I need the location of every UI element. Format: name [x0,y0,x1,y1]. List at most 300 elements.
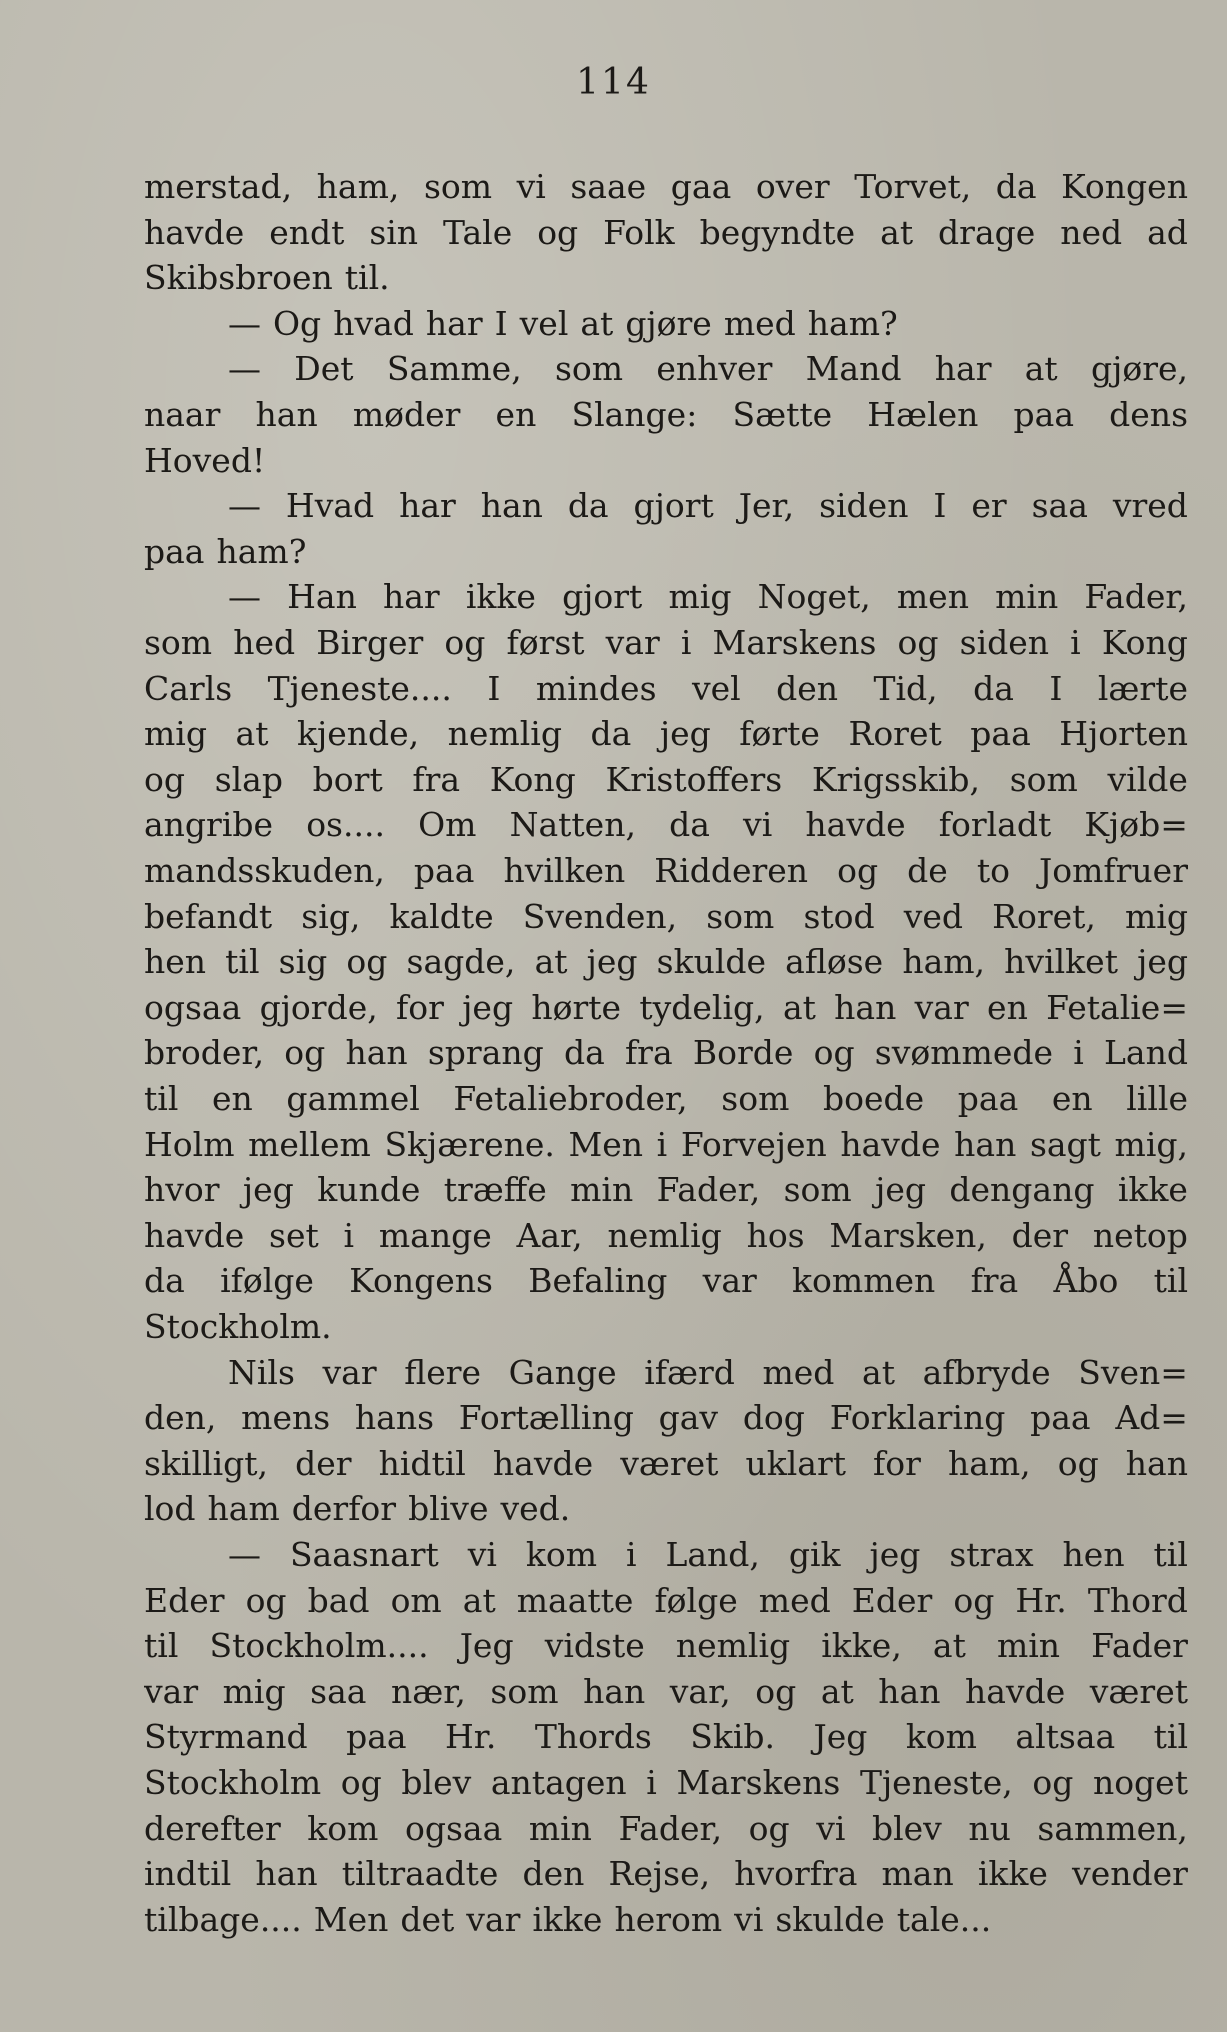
text-line [144,483,1188,529]
word: Hælen [867,395,979,434]
text-line [144,1395,1188,1441]
page-number: 114 [576,62,651,103]
text-line [144,1304,1188,1350]
word: som [423,167,493,206]
word: Tid, [873,668,938,708]
text-line [144,392,1188,438]
word: min [570,1170,634,1210]
word: har [399,486,456,526]
word: gammel [286,1079,420,1118]
word: Birger [316,623,424,662]
word: kommen [792,1261,936,1301]
word: hen [144,942,207,982]
word: siden [959,623,1050,662]
word: en [211,1079,253,1118]
word: siden [819,486,909,526]
word: mandsskuden, [144,851,385,890]
text-line [144,1623,1188,1669]
word: da [563,1033,605,1073]
word: som [554,349,624,389]
word: træffe [443,1170,547,1210]
word: hidtil [378,1443,466,1483]
word: da [669,805,710,845]
word: Tale [443,212,513,252]
word: ifølge [220,1261,314,1301]
word: har [383,577,440,617]
word: afbryde [922,1352,1051,1392]
word: Skibsbroen [144,258,333,298]
word: Fader, [656,1170,761,1210]
word: i [646,1763,657,1802]
word: ikke [465,577,536,617]
word: angribe [144,805,274,845]
word: Kristoffers [605,759,783,799]
word: mens [241,1398,331,1438]
word: kom [905,1717,977,1757]
word: dog [742,1398,805,1438]
text-line [144,1760,1188,1806]
word: han [1125,1443,1188,1483]
word: paa [957,1079,1019,1118]
word: paa [144,531,205,571]
word: Hjorten [1059,714,1188,754]
word: vender [1072,1854,1188,1894]
word: min [995,577,1059,617]
word: i [1070,623,1081,662]
word: ham, [316,167,400,206]
word: til [144,1079,179,1118]
word: der [295,1443,352,1483]
word: Carls [144,668,233,708]
text-line [144,438,1188,484]
word: Samme, [386,349,522,389]
word: at [880,212,914,252]
word: har [934,349,992,389]
word: Kong [489,759,576,799]
word: drage [938,212,1036,252]
word: Fader [1091,1626,1188,1666]
word: Holm [144,1124,235,1164]
word: saa [310,1671,367,1711]
word: endt [269,212,345,252]
text-line [144,301,1188,347]
word: Fortælling [458,1398,634,1438]
word: Svenden, [522,896,678,936]
word: Eder [851,1580,933,1620]
word: og [1057,1443,1099,1483]
word: ham? [216,531,307,571]
word: min [996,1626,1061,1666]
word: og [340,1763,382,1802]
text-line [144,1851,1188,1897]
word: med [723,303,796,343]
word: og [897,623,939,662]
word: netop [1092,1215,1188,1255]
word: — [228,1535,261,1574]
word: Stockholm [144,1763,322,1802]
word: og [346,942,388,982]
word: Torvet, [854,167,972,206]
word: ham [207,1489,280,1529]
word: merstad, [144,167,293,206]
word: blev [871,1808,942,1848]
text-line [144,1532,1188,1578]
word: Thord [1087,1580,1188,1620]
word: Slange: [571,395,698,434]
text-line [144,346,1188,392]
word: at [782,987,816,1027]
word: derfor [291,1489,397,1529]
word: den [522,1854,585,1894]
word: blive [408,1489,489,1529]
word: nemlig [447,714,562,754]
word: to [976,851,1010,890]
word: forladt [938,805,1052,845]
word: paa [970,714,1031,754]
word: ikke [977,1854,1048,1894]
word: slap [214,759,283,799]
word: som [706,896,775,936]
word: var [466,1899,521,1939]
word: jeg [659,714,711,754]
word: hans [354,1398,435,1438]
text-line [144,164,1188,210]
word: var [322,1352,377,1392]
word: i [1073,1033,1084,1073]
word: til [1153,1717,1188,1757]
text-line [144,985,1188,1031]
word: sagt [1029,1124,1101,1164]
word: Saasnart [289,1535,439,1574]
word: og [953,1580,995,1620]
word: Land [1103,1033,1188,1073]
text-line [144,1167,1188,1213]
word: I [494,303,508,343]
word: Tjeneste, [859,1763,1013,1802]
word: tydelig, [639,987,765,1027]
body-text [144,164,1188,1954]
word: ikke [532,1899,603,1939]
word: saa [1031,486,1088,526]
text-line [144,1714,1188,1760]
word: Roret, [992,896,1096,936]
word: vilde [1107,759,1188,799]
word: Sven= [1078,1352,1188,1392]
word: ham, [902,942,986,982]
word: og [284,1033,326,1073]
word: gjøre, [1090,349,1188,389]
word: bad [307,1580,370,1620]
word: Om [418,805,477,845]
word: Kjøb= [1084,805,1188,845]
word: til [1153,1261,1188,1301]
word: at [580,303,614,343]
word: hvad [333,303,414,343]
word: ham? [807,303,898,343]
word: og [748,1808,790,1848]
word: sammen, [1037,1808,1188,1848]
word: møder [352,395,461,434]
word: i [625,1535,637,1574]
word: han [255,1854,318,1894]
word: nemlig [607,1215,722,1255]
word: var [914,987,969,1027]
word: fra [970,1261,1019,1301]
word: Forvejen [680,1124,827,1164]
word: han [878,1671,941,1711]
word: vi [516,167,546,206]
text-line [144,1213,1188,1259]
word: været [1089,1671,1188,1711]
word: da [590,714,632,754]
word: sagde, [406,942,516,982]
word: at [235,714,269,754]
word: flere [404,1352,482,1392]
word: I [1049,668,1063,708]
word: kaldte [389,896,494,936]
word: ham, [947,1443,1031,1483]
word: Eder [144,1580,225,1620]
word: tiltraadte [341,1854,499,1894]
word: som [1009,759,1078,799]
text-line [144,1897,1188,1943]
word: paa [1013,395,1075,434]
word: Jomfruer [1039,851,1188,890]
text-line [144,666,1188,712]
word: Han [287,577,357,617]
word: mig [144,714,207,754]
word: vel [519,303,569,343]
word: Styrmand [144,1717,308,1757]
word: indtil [144,1854,232,1894]
word: Thords [534,1717,652,1757]
word: Kong [1101,623,1188,662]
word: stod [803,896,875,936]
text-line [144,255,1188,301]
word: og [144,759,185,799]
word: Sætte [732,395,833,434]
word: fra [412,759,461,799]
word: om [390,1580,442,1620]
text-line [144,757,1188,803]
word: Hr. [445,1717,497,1757]
word: følge [654,1580,738,1620]
word: — [228,349,261,389]
word: gjort [633,486,714,526]
word: at [820,1671,854,1711]
word: den, [144,1398,217,1438]
word: Kongens [349,1261,493,1301]
text-line [144,1669,1188,1715]
word: skulde [656,942,767,982]
word: skulde [775,1899,885,1939]
word: Det [294,349,354,389]
word: og [813,1033,855,1073]
text-line [144,894,1188,940]
word: Land, [665,1535,760,1574]
text-line [144,939,1188,985]
text-line [144,1350,1188,1396]
word: han [834,987,897,1027]
word: Jeg [459,1626,514,1666]
word: jeg [586,942,638,982]
word: med [762,1352,835,1392]
word: jeg [869,1535,921,1574]
word: mange [378,1215,492,1255]
word: sprang [427,1033,544,1073]
word: da [973,668,1014,708]
word: gjøre [625,303,712,343]
word: førte [739,714,820,754]
word: dens [1109,395,1188,434]
word: som [721,1079,790,1118]
word: mig, [1114,1124,1188,1164]
word: herom [614,1899,723,1939]
word: de [907,851,948,890]
word: svømmede [874,1033,1054,1073]
word: en [495,395,537,434]
word: Og [273,303,322,343]
word: ad [1147,212,1188,252]
word: Rejse, [608,1854,711,1894]
word: sig [278,942,328,982]
word: gjorde, [259,987,378,1027]
word: til [1153,1535,1188,1574]
text-line [144,620,1188,666]
word: i [656,1124,668,1164]
word: den [776,668,839,708]
word: befandt [144,896,273,936]
word: os.... [306,805,385,845]
word: Stockholm.... [209,1626,429,1666]
word: Tjeneste.... [267,668,452,708]
text-line [144,1806,1188,1852]
word: nemlig [675,1626,791,1666]
word: og [755,1671,797,1711]
word: han [345,1033,408,1073]
word: lille [1126,1079,1188,1118]
word: vi [743,805,773,845]
word: mellem [248,1124,371,1164]
word: altsaa [1015,1717,1116,1757]
word: — [228,303,261,343]
word: til. [344,258,390,298]
word: til [225,942,260,982]
word: begyndte [699,212,856,252]
word: Krigsskib, [811,759,981,799]
word: lod [144,1489,196,1529]
word: hvilket [1004,942,1118,982]
word: havde [492,1443,594,1483]
word: hen [1062,1535,1125,1574]
word: boede [822,1079,925,1118]
word: Jeg [813,1717,868,1757]
word: tilbage.... [144,1899,302,1939]
word: Fader, [1084,577,1188,617]
word: hørte [531,987,622,1027]
word: paa [346,1717,407,1757]
word: Roret [848,714,942,754]
word: i [680,623,692,662]
word: mig [222,1671,286,1711]
word: og [537,212,579,252]
word: og [837,851,879,890]
word: var, [669,1671,731,1711]
word: for [873,1443,921,1483]
word: Marsken, [829,1215,987,1255]
word: som [144,623,213,662]
word: jeg [875,1170,926,1210]
word: mindes [535,668,657,708]
word: kom [307,1808,379,1848]
word: og [245,1580,287,1620]
word: uklart [745,1443,846,1483]
word: som [783,1170,852,1210]
word: paa [413,851,475,890]
word: havde [840,1124,941,1164]
word: havde [805,805,906,845]
text-line [144,1486,1188,1532]
word: naar [144,395,221,434]
word: over [755,167,830,206]
word: Hr. [1015,1580,1067,1620]
word: Skib. [690,1717,776,1757]
word: set [269,1215,319,1255]
word: nær, [390,1671,466,1711]
word: det [400,1899,455,1939]
word: maatte [516,1580,634,1620]
word: da [144,1261,185,1301]
word: gaa [670,167,732,206]
word: gjort [562,577,643,617]
text-line [144,711,1188,757]
word: Stockholm. [144,1307,332,1346]
word: ved. [500,1489,571,1529]
word: enhver [656,349,773,389]
word: at [1024,349,1058,389]
word: for [396,987,444,1027]
word: ikke [1117,1170,1188,1210]
word: og [1032,1763,1074,1802]
word: Aar, [516,1215,583,1255]
word: skilligt, [144,1443,269,1483]
word: var [702,1261,757,1301]
word: fra [624,1033,673,1073]
text-line [144,1030,1188,1076]
word: ned [1060,212,1123,252]
word: været [620,1443,719,1483]
word: vi [734,1899,764,1939]
word: Jer, [738,486,795,526]
word: tale... [896,1899,992,1939]
word: han [480,486,543,526]
word: lærte [1097,668,1188,708]
text-line [144,1441,1188,1487]
word: min [528,1808,592,1848]
word: antagen [490,1763,627,1802]
word: mig [668,577,732,617]
text-line [144,1258,1188,1304]
word: Gange [508,1352,617,1392]
word: en [1051,1079,1093,1118]
text-line [144,848,1188,894]
word: afløse [785,942,884,982]
word: saae [570,167,647,206]
text-line [144,1076,1188,1122]
word: I [487,668,501,708]
word: Skjærene. [384,1124,555,1164]
word: I [933,486,947,526]
